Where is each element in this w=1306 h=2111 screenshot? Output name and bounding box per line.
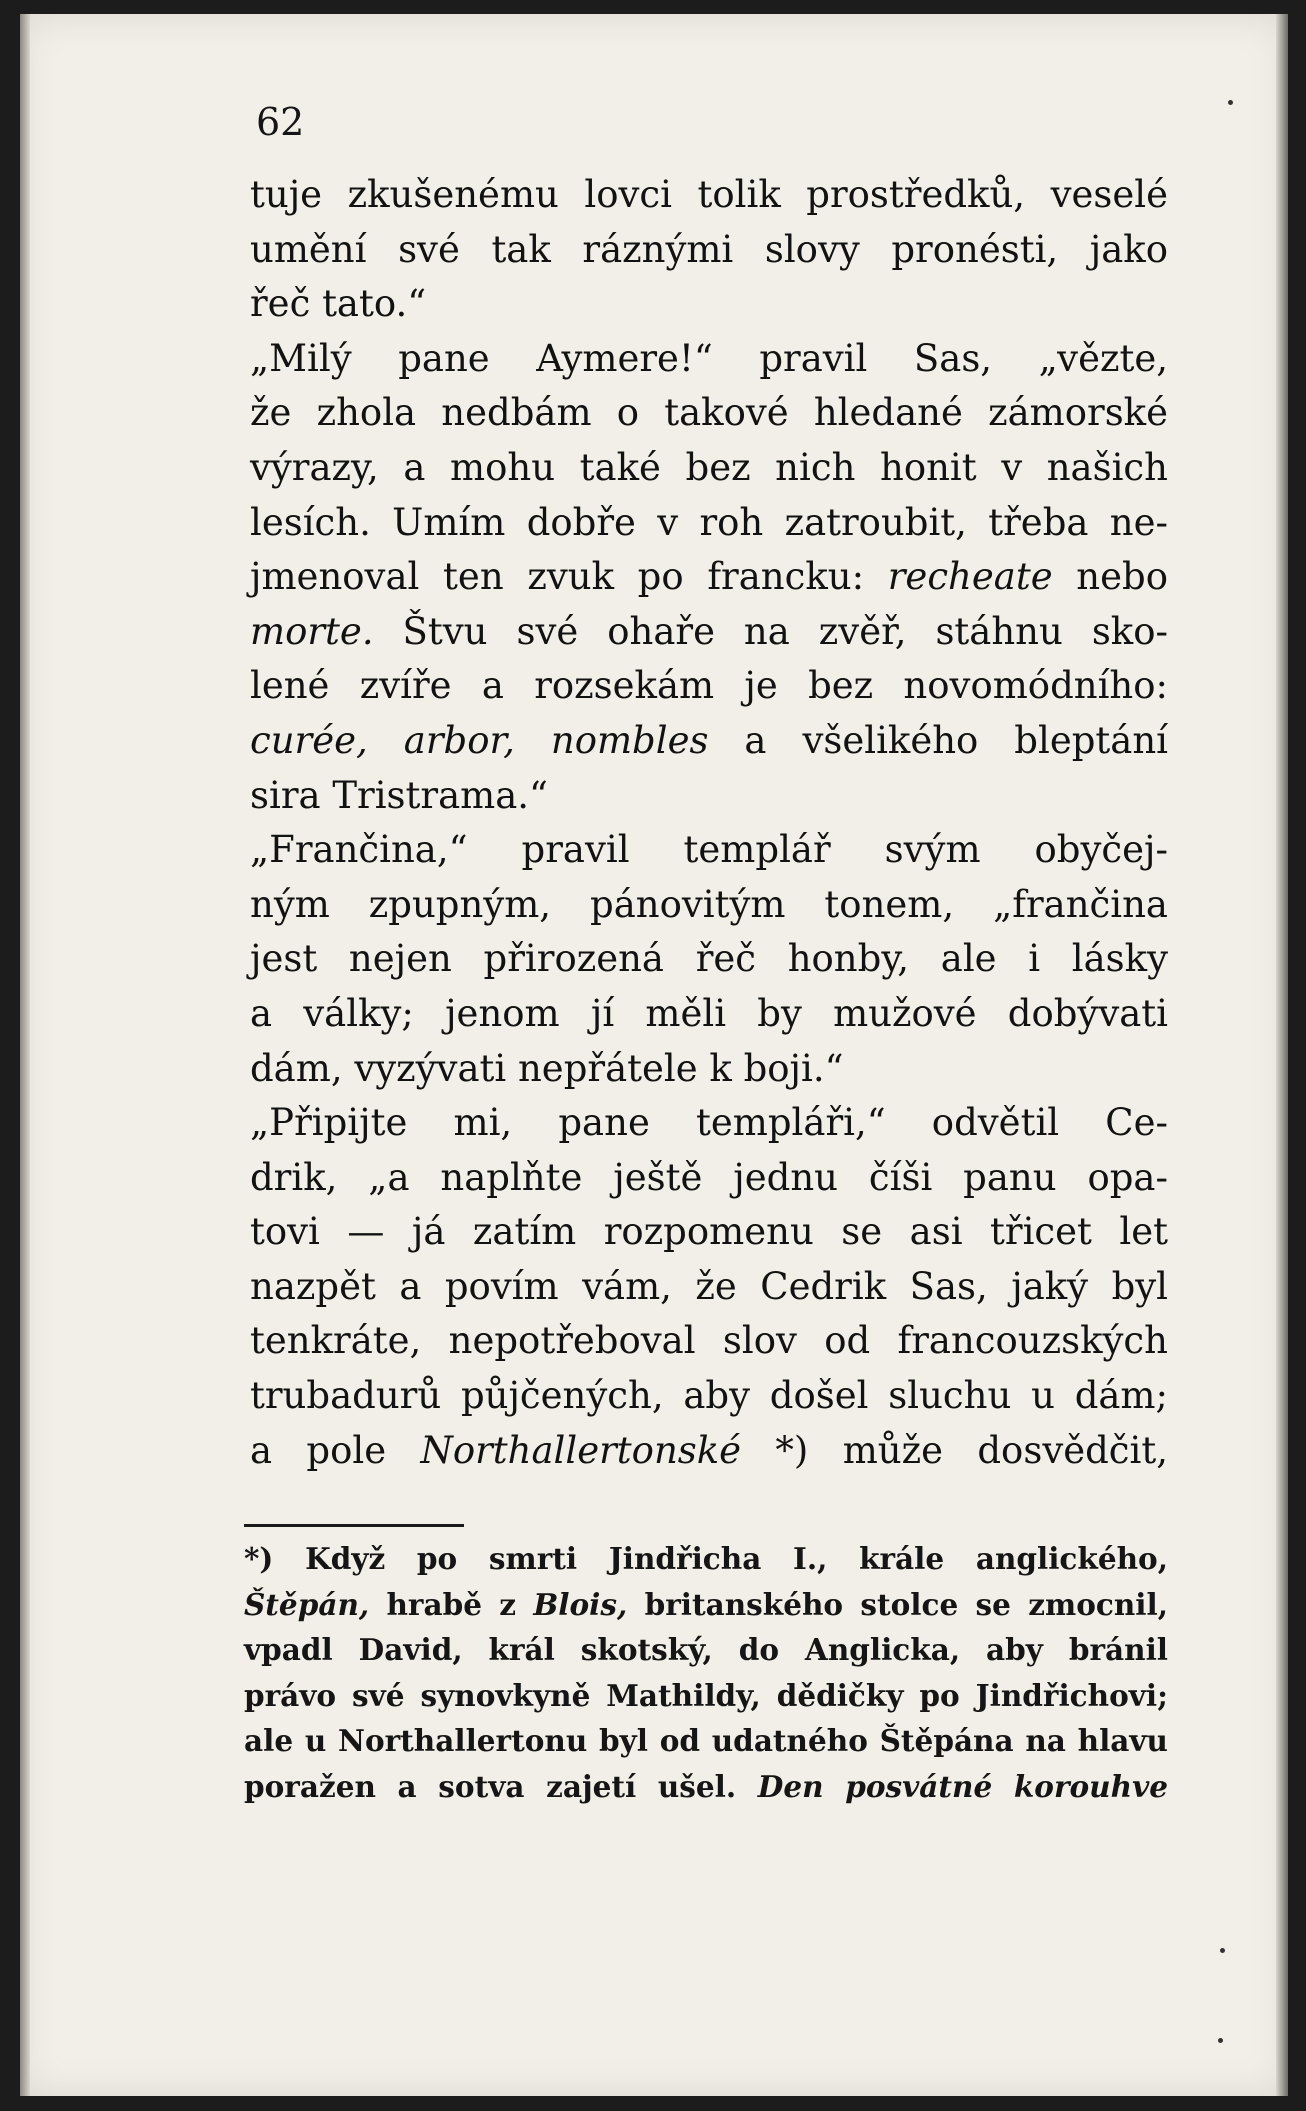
text-line: že zhola nedbám o takové hledané zámorské	[250, 391, 1168, 435]
page-left-edge	[20, 14, 30, 2096]
footnote-line: ale u Northallertonu byl od udatného Štěpána na hlavu	[244, 1723, 1168, 1758]
footnote-divider	[244, 1524, 464, 1527]
footnote-line: vpadl David, král skotský, do Anglicka, aby bránil	[244, 1632, 1168, 1667]
footnote-line: poražen a sotva zajetí ušel. Den posvátné korouhve	[244, 1768, 1168, 1804]
text-line: ným zpupným, pánovitým tonem, „frančina	[250, 882, 1168, 926]
text-line: „Připijte mi, pane templáři,“ odvětil Ce-	[250, 1101, 1168, 1145]
text-line: lené zvíře a rozsekám je bez novomódního:	[250, 664, 1168, 708]
text-line: tovi — já zatím rozpomenu se asi třicet let	[250, 1210, 1168, 1254]
text-line: umění své tak ráznými slovy pronésti, jako	[250, 227, 1168, 271]
text-line: morte. Štvu své ohaře na zvěř, stáhnu sko-	[250, 609, 1168, 653]
text-line: curée, arbor, nombles a všelikého bleptání	[250, 718, 1169, 762]
text-line: „Frančina,“ pravil templář svým obyčej-	[250, 828, 1168, 872]
text-line: tuje zkušenému lovci tolik prostředků, veselé	[250, 173, 1168, 216]
footnote-line: Štěpán, hrabě z Blois, britanského stolce se zmocnil,	[244, 1586, 1168, 1622]
text-line: sira Tristrama.“	[250, 773, 548, 817]
text-line: lesích. Umím dobře v roh zatroubit, třeba ne-	[250, 500, 1168, 544]
text-line: drik, „a naplňte ještě jednu číši panu opa-	[250, 1155, 1168, 1199]
page-right-edge	[1276, 14, 1288, 2096]
text-line: jest nejen přirozená řeč honby, ale i lásky	[250, 937, 1168, 981]
text-line: a pole Northallertonské *) může dosvědčit,	[250, 1428, 1168, 1472]
text-line: a války; jenom jí měli by mužové dobývati	[250, 991, 1168, 1035]
print-speck	[1220, 1948, 1225, 1953]
text-line: nazpět a povím vám, že Cedrik Sas, jaký byl	[250, 1264, 1168, 1308]
text-line: tenkráte, nepotřeboval slov od francouzských	[250, 1319, 1168, 1363]
page-number: 62	[256, 100, 305, 144]
text-line: výrazy, a mohu také bez nich honit v našich	[250, 445, 1168, 489]
footnote	[244, 1536, 1168, 1809]
print-speck	[1228, 100, 1233, 105]
footnote-line: *) Když po smrti Jindřicha I., krále anglického,	[244, 1541, 1168, 1576]
body-text	[250, 168, 1168, 1478]
text-line: „Milý pane Aymere!“ pravil Sas, „vězte,	[250, 336, 1168, 380]
footnote-line: právo své synovkyně Mathildy, dědičky po Jindřichovi;	[244, 1677, 1168, 1713]
text-line: jmenoval ten zvuk po francku: recheate nebo	[250, 555, 1168, 599]
text-line: řeč tato.“	[250, 282, 427, 326]
text-line: dám, vyzývati nepřátele k boji.“	[250, 1046, 844, 1090]
text-line: trubadurů půjčených, aby došel sluchu u dám;	[250, 1374, 1168, 1418]
print-speck	[1218, 2038, 1223, 2043]
